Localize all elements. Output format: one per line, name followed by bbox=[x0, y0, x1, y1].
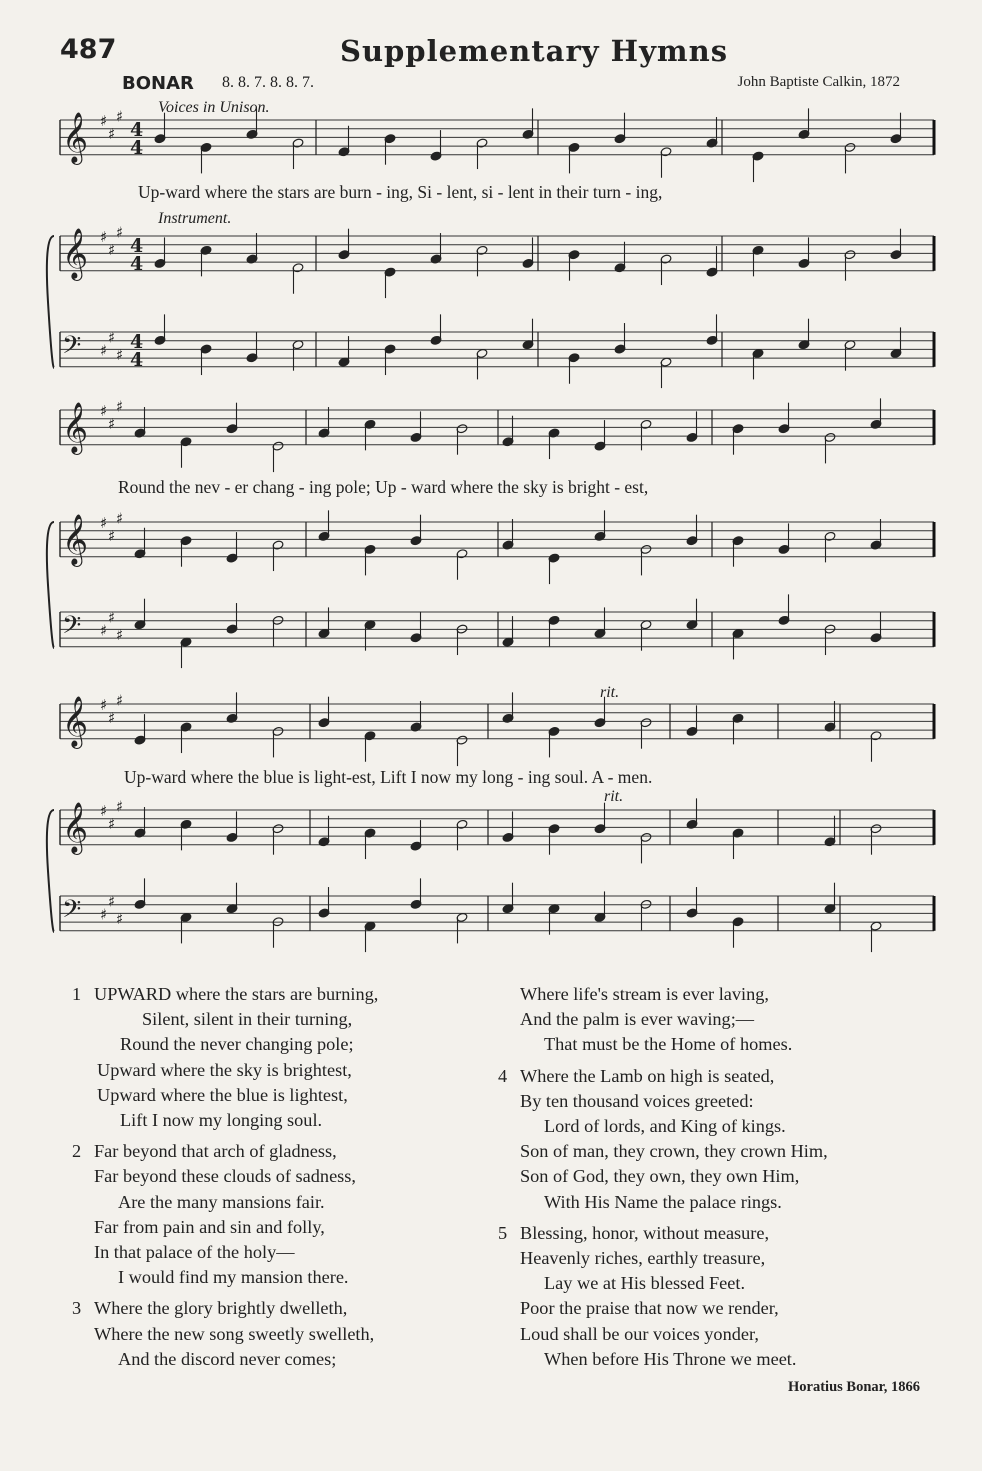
verse-line bbox=[72, 982, 378, 1007]
verse-3-end bbox=[498, 982, 828, 1058]
verse-line: Are the many mansions fair. bbox=[118, 1191, 325, 1212]
verse-line: And the discord never comes; bbox=[118, 1348, 337, 1369]
key-signature-sharp: ♯ bbox=[100, 905, 108, 924]
key-signature-sharp: ♯ bbox=[116, 797, 124, 816]
bass-clef: 𝄢 bbox=[62, 895, 82, 930]
key-signature-sharp: ♯ bbox=[100, 228, 108, 246]
key-signature-sharp: ♯ bbox=[116, 691, 124, 710]
key-signature-sharp: ♯ bbox=[108, 815, 116, 834]
grand-staff-brace bbox=[47, 236, 54, 368]
verse-line: With His Name the palace rings. bbox=[544, 1191, 782, 1212]
verse-line: When before His Throne we meet. bbox=[544, 1348, 797, 1369]
verse-line: Poor the praise that now we render, bbox=[520, 1298, 779, 1319]
verse-line: Lift I now my longing soul. bbox=[120, 1110, 323, 1131]
key-signature-sharp: ♯ bbox=[116, 909, 124, 928]
key-signature-sharp: ♯ bbox=[116, 345, 124, 364]
verses-column-left bbox=[72, 982, 378, 1378]
tune-name: BONAR bbox=[122, 73, 194, 94]
verse-5 bbox=[498, 1221, 828, 1372]
verse-1 bbox=[72, 982, 378, 1133]
verse-number: 4 bbox=[498, 1065, 508, 1086]
treble-clef: 𝄞 bbox=[62, 696, 89, 747]
text-author: Horatius Bonar, 1866 bbox=[788, 1379, 920, 1395]
key-signature-sharp: ♯ bbox=[100, 621, 108, 640]
time-signature-digit: 4 bbox=[130, 235, 144, 257]
verse-4 bbox=[498, 1064, 828, 1215]
verse-line: Upward where the blue is lightest, bbox=[97, 1084, 348, 1105]
composer: John Baptiste Calkin, 1872 bbox=[737, 74, 900, 90]
verses-column-right bbox=[498, 982, 828, 1378]
verse-line: Son of man, they crown, they crown Him, bbox=[520, 1141, 828, 1162]
running-title: Supplementary Hymns bbox=[340, 34, 729, 68]
verse-line: By ten thousand voices greeted: bbox=[520, 1090, 754, 1111]
rit-direction-upper: rit. bbox=[600, 684, 620, 701]
key-signature-sharp: ♯ bbox=[116, 509, 124, 528]
key-signature-sharp: ♯ bbox=[108, 241, 116, 260]
key-signature-sharp: ♯ bbox=[116, 107, 124, 126]
verse-line bbox=[498, 1221, 828, 1246]
verse-line-text: UPWARD where the stars are burning, bbox=[94, 984, 379, 1004]
key-signature-sharp: ♯ bbox=[108, 125, 116, 144]
key-signature-sharp: ♯ bbox=[108, 328, 116, 347]
key-signature-sharp: ♯ bbox=[100, 514, 108, 532]
verse-line: Round the never changing pole; bbox=[120, 1034, 354, 1055]
time-signature-digit: 4 bbox=[130, 119, 144, 141]
verse-line-text: Blessing, honor, without measure, bbox=[520, 1222, 770, 1243]
verse-line: Lay we at His blessed Feet. bbox=[544, 1273, 746, 1294]
lyric-line-2: Round the nev - er chang - ing pole; Up - ward where the sky is bright - est, bbox=[118, 477, 649, 497]
treble-clef: 𝄞 bbox=[62, 112, 89, 163]
verse-number: 3 bbox=[72, 1298, 82, 1319]
key-signature-sharp: ♯ bbox=[108, 415, 116, 434]
key-signature-sharp: ♯ bbox=[108, 527, 116, 546]
key-signature-sharp: ♯ bbox=[108, 709, 116, 728]
key-signature-sharp: ♯ bbox=[116, 397, 124, 416]
lyric-line-3: Up-ward where the blue is light-est, Lift I now my long - ing soul. A - men. bbox=[124, 767, 653, 787]
key-signature-sharp: ♯ bbox=[100, 802, 108, 820]
time-signature-digit: 4 bbox=[130, 137, 144, 159]
verse-line-text: Far beyond that arch of gladness, bbox=[94, 1141, 337, 1162]
verse-line: Far beyond these clouds of sadness, bbox=[94, 1166, 356, 1187]
voices-direction: Voices in Unison. bbox=[158, 99, 270, 116]
key-signature-sharp: ♯ bbox=[100, 696, 108, 714]
verse-line: That must be the Home of homes. bbox=[544, 1034, 793, 1055]
key-signature-sharp: ♯ bbox=[108, 892, 116, 911]
verse-line: Upward where the sky is brightest, bbox=[97, 1059, 352, 1080]
verse-2 bbox=[72, 1139, 378, 1290]
treble-clef: 𝄞 bbox=[62, 514, 89, 565]
key-signature-sharp: ♯ bbox=[108, 608, 116, 627]
time-signature-digit: 4 bbox=[130, 253, 144, 275]
instrument-direction: Instrument. bbox=[158, 210, 232, 227]
verse-line: And the palm is ever waving;— bbox=[520, 1009, 755, 1030]
meter: 8. 8. 7. 8. 8. 7. bbox=[222, 74, 314, 91]
treble-clef: 𝄞 bbox=[62, 402, 89, 453]
time-signature-digit: 4 bbox=[130, 349, 144, 371]
verse-line bbox=[72, 1139, 378, 1164]
verse-number: 1 bbox=[72, 984, 82, 1004]
treble-clef: 𝄞 bbox=[62, 802, 89, 853]
verse-3-start bbox=[72, 1296, 378, 1372]
verse-line bbox=[498, 1064, 828, 1089]
treble-clef: 𝄞 bbox=[62, 228, 89, 279]
verse-line: Far from pain and sin and folly, bbox=[94, 1216, 325, 1237]
verse-line: Where the new song sweetly swelleth, bbox=[94, 1323, 375, 1344]
verse-line: Son of God, they own, they own Him, bbox=[520, 1166, 800, 1187]
verse-line: Lord of lords, and King of kings. bbox=[544, 1116, 786, 1137]
verse-line: Where life's stream is ever laving, bbox=[520, 984, 769, 1004]
verse-number: 5 bbox=[498, 1222, 508, 1243]
verse-number: 2 bbox=[72, 1141, 82, 1162]
key-signature-sharp: ♯ bbox=[100, 341, 108, 360]
rit-direction-lower: rit. bbox=[604, 788, 624, 805]
verse-line: In that palace of the holy— bbox=[94, 1242, 295, 1263]
verse-line: I would find my mansion there. bbox=[118, 1267, 349, 1288]
key-signature-sharp: ♯ bbox=[116, 223, 124, 242]
verse-line: Silent, silent in their turning, bbox=[142, 1009, 353, 1030]
bass-clef: 𝄢 bbox=[62, 331, 82, 366]
verse-line: Loud shall be our voices yonder, bbox=[520, 1323, 759, 1344]
time-signature-digit: 4 bbox=[130, 331, 144, 353]
verse-line-text: Where the Lamb on high is seated, bbox=[520, 1065, 775, 1086]
grand-staff-brace bbox=[47, 810, 54, 932]
verse-line: Heavenly riches, earthly treasure, bbox=[520, 1248, 766, 1269]
verse-line-text: Where the glory brightly dwelleth, bbox=[94, 1298, 348, 1319]
lyric-line-1: Up-ward where the stars are burn - ing, Si - lent, si - lent in their turn - ing, bbox=[138, 182, 663, 202]
grand-staff-brace bbox=[47, 522, 54, 648]
key-signature-sharp: ♯ bbox=[116, 625, 124, 644]
key-signature-sharp: ♯ bbox=[100, 402, 108, 420]
bass-clef: 𝄢 bbox=[62, 611, 82, 646]
page-number: 487 bbox=[60, 34, 117, 65]
verse-line bbox=[72, 1296, 378, 1321]
key-signature-sharp: ♯ bbox=[100, 112, 108, 130]
